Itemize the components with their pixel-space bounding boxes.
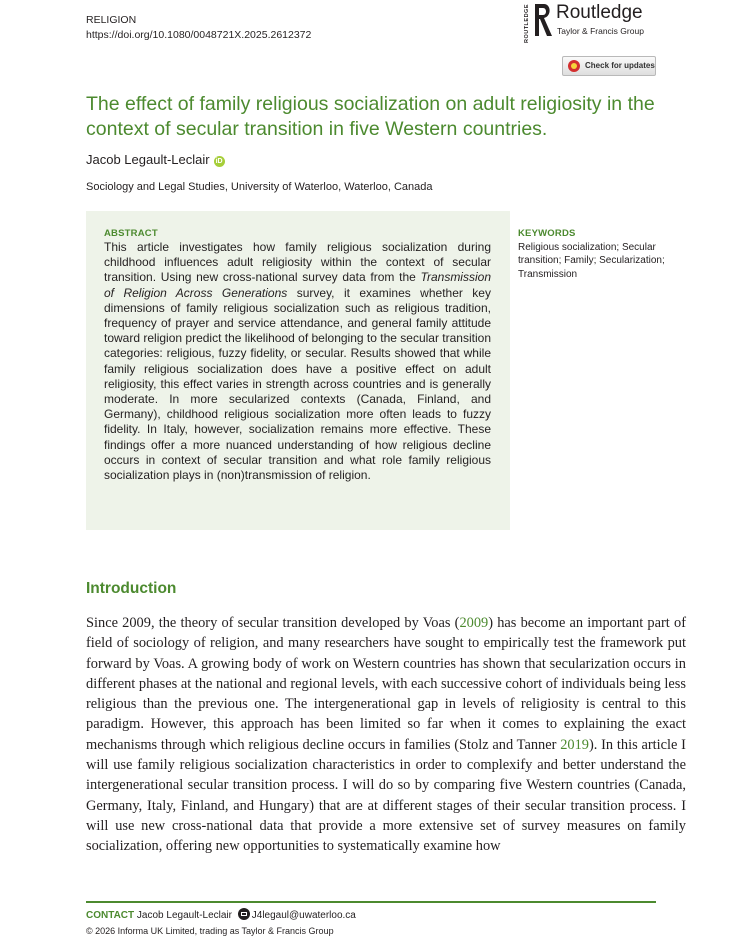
- abstract-box: [86, 211, 510, 530]
- publisher-spine: ROUTLEDGE: [524, 4, 530, 44]
- contact-label: CONTACT: [86, 910, 135, 921]
- check-for-updates-button[interactable]: [562, 56, 656, 76]
- abstract-text: This article investigates how family religious socialization during childhood influences adult religiosity within the context of secular transition. Using new cross-national survey data from the Transmission of Religion Across Generations survey, it examines whether key dimensions of family religious socialization such as religious tradition, frequency of prayer and service attendance, and general family attitude toward religion predict the likelihood of belonging to the secular transition categories: religious, fuzzy fidelity, or secular. Results showed that while family religious socialization does have a positive effect on adult religiosity, this effect varies in strength across countries and is generally moderate. In more secularized contexts (Canada, Finland, and Germany), childhood religious socialization more often leads to fuzzy fidelity. In Italy, however, socialization remains more effective. These findings offer a more nuanced understanding of how religious decline occurs in context of secular transition and what role family religious socialization plays in (non)transmission of religion.: [104, 240, 491, 483]
- doi-link[interactable]: https://doi.org/10.1080/0048721X.2025.2612372: [86, 29, 312, 41]
- author-name[interactable]: Jacob Legault-Leclair: [86, 152, 210, 167]
- publisher-name: Routledge: [556, 2, 643, 23]
- abstract-heading: ABSTRACT: [104, 228, 158, 239]
- citation-link[interactable]: 2019: [560, 736, 589, 753]
- author-line: [86, 152, 225, 167]
- introduction-paragraph: Since 2009, the theory of secular transition developed by Voas (2009) has become an important part of field of sociology of religion, and many researchers have sought to empirically test the framework put forward by Voas. A growing body of work on Western countries has shown that secularization occurs in different phases at the national and regional levels, with each successive cohort of individuals being less religious than the previous one. The intergenerational gap in levels of religiosity is central to this paradigm. However, this approach has been limited so far when it comes to explaining the exact mechanisms through which religious decline occurs in families (Stolz and Tanner 2019). In this article I will use family religious socialization characteristics in order to complexify and better understand the intergenerational secular transition process. I will do so by comparing five Western countries (Canada, Germany, Italy, Finland, and Hungary) that are at different stages of their secular transition process. I will use new cross-national data that provide a more extensive set of survey measures on family socialization, offering new opportunities to systematically examine how: [86, 615, 686, 855]
- survey-title: Transmission of Religion Across Generations: [104, 270, 491, 300]
- check-for-updates-label: Check for updates: [585, 61, 655, 70]
- copyright-notice: © 2026 Informa UK Limited, trading as Taylor & Francis Group: [86, 926, 334, 936]
- orcid-icon[interactable]: iD: [215, 158, 223, 165]
- contact-line: [86, 908, 356, 921]
- publisher-subtitle: Taylor & Francis Group: [557, 26, 644, 36]
- keywords-heading: KEYWORDS: [518, 228, 576, 239]
- email-icon: [238, 908, 250, 920]
- article-title: The effect of family religious socialization on adult religiosity in the context of secular transition in five Western countries.: [86, 93, 655, 140]
- contact-name: Jacob Legault-Leclair: [136, 910, 232, 921]
- section-heading-introduction: Introduction: [86, 580, 177, 597]
- contact-email[interactable]: J4legaul@uwaterloo.ca: [251, 910, 356, 921]
- footer-divider: [86, 901, 656, 903]
- crossmark-icon: [568, 60, 580, 72]
- routledge-r-icon: [532, 2, 554, 38]
- citation-link[interactable]: 2009: [459, 615, 489, 631]
- keywords-list: Religious socialization; Secular transition; Family; Secularization; Transmission: [518, 242, 665, 280]
- publisher-logo: [522, 2, 662, 44]
- affiliation: Sociology and Legal Studies, University of Waterloo, Waterloo, Canada: [86, 181, 433, 193]
- journal-header: [86, 13, 311, 43]
- journal-name: RELIGION: [86, 14, 137, 26]
